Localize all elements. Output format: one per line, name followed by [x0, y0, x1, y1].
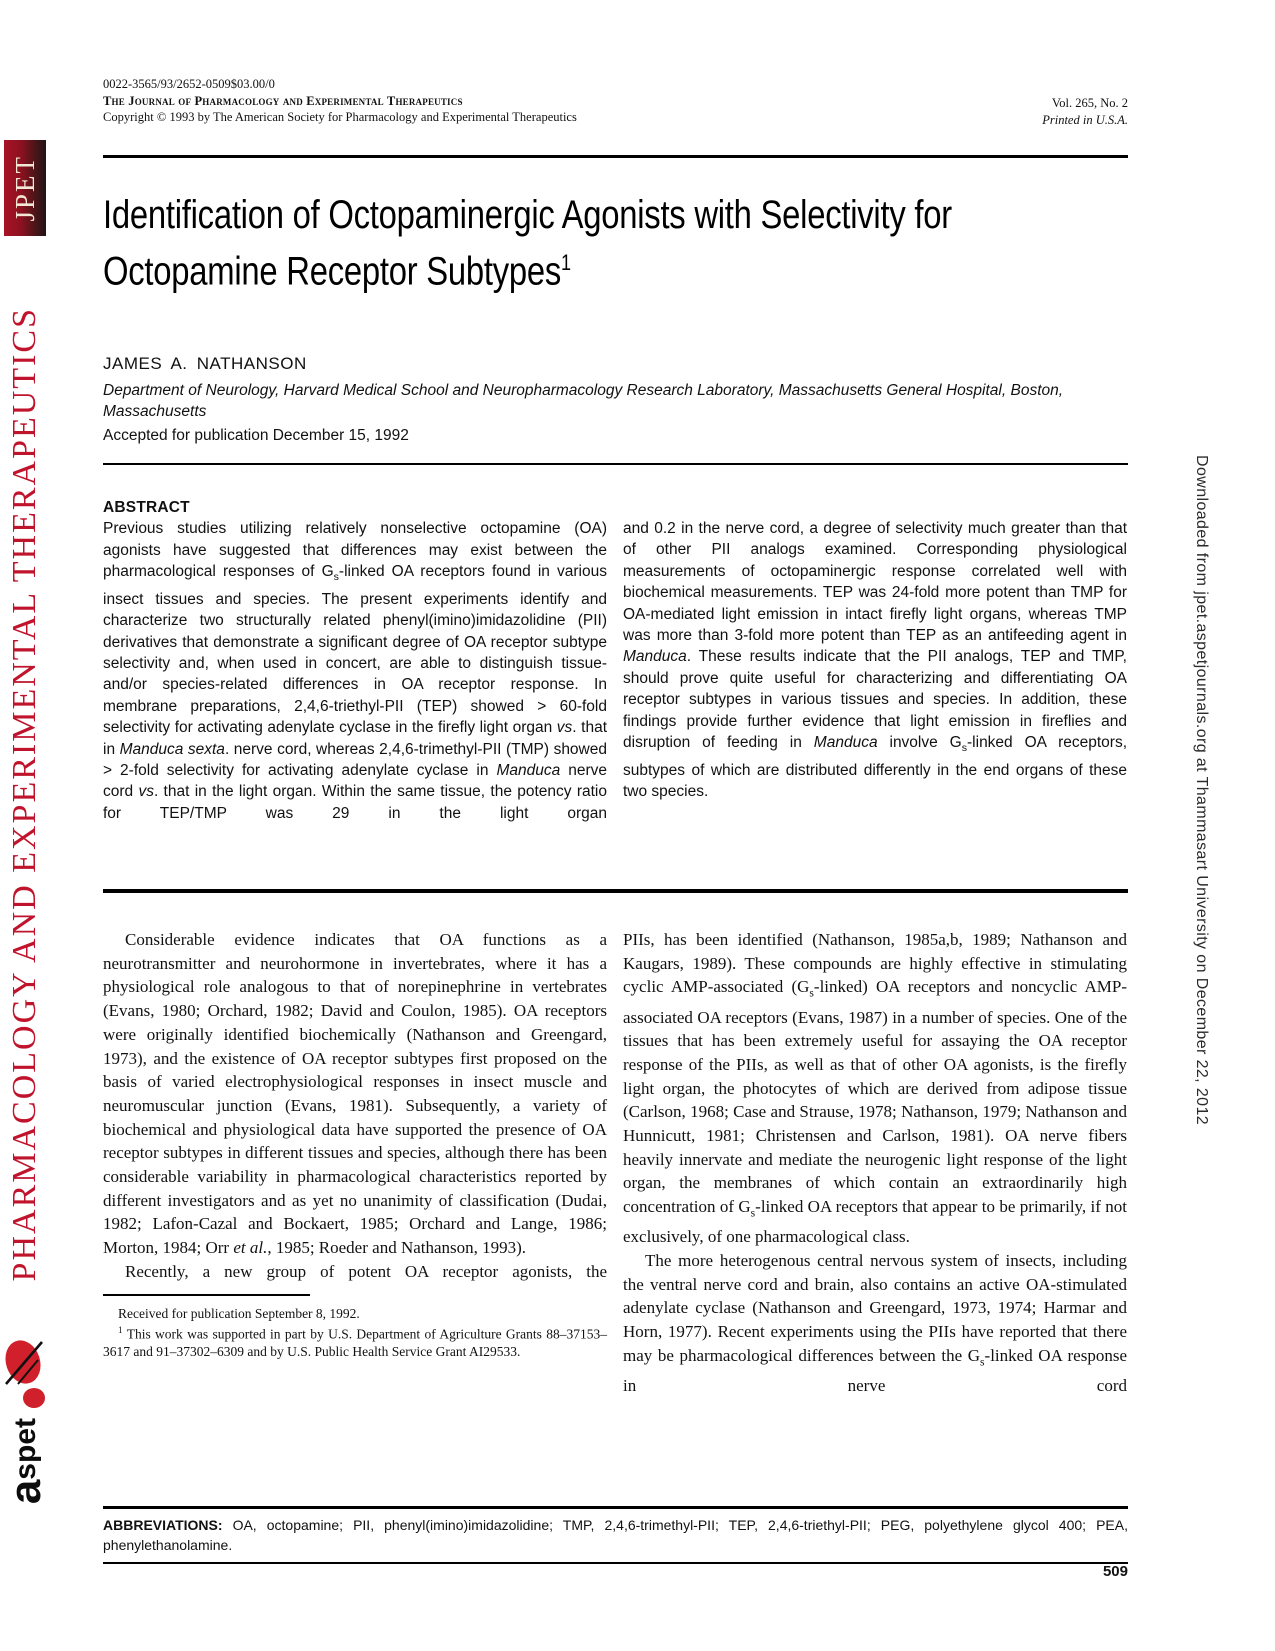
body-paragraph: Recently, a new group of potent OA receptor agonists, the [125, 1261, 607, 1281]
affiliation: Department of Neurology, Harvard Medical School and Neuropharmacology Research Laboratory, Massachusetts General Hospital, Boston, Massachusetts [103, 382, 1064, 420]
volume-number: Vol. 265, No. 2 [1051, 96, 1128, 110]
aspet-logo [2, 1338, 50, 1573]
abbreviations: ABBREVIATIONS: OA, octopamine; PII, phenyl(imino)imidazolidine; TMP, 2,4,6-trimethyl-PII; TEP, 2,4,6-triethyl-PII; PEG, polyethylene glycol 400; PEA, phenylethanolamine. [103, 1506, 1128, 1564]
article-body [103, 928, 1128, 1398]
printed-in: Printed in U.S.A. [1042, 112, 1128, 127]
body-paragraph: PIIs, has been identified (Nathanson, 1985a,b, 1989; Nathanson and Kaugars, 1989). These compounds are highly effective in stimulating cyclic AMP-associated $(G_s-linked)$ OA receptors and noncyclic AMP-associated OA receptors (Evans, 1987) in a number of species. One of the tissues that has been extremely useful for assaying the OA receptor response of the PIIs, as well as that of other OA agonists, is the firefly light organ, the photocytes of which are derived from adipose tissue (Carlson, 1968; Case and Strause, 1978; Nathanson, 1979; Nathanson and Hunnicutt, 1981; Christensen and Carlson, 1981). OA nerve fibers heavily innervate and mediate the neurogenic light response of the light organ, the membranes of which contain an extraordinarily high concentration of $G_s$-linked OA receptors that appear to be primarily, if not exclusively, of one pharmacological class. [623, 930, 1128, 1247]
accepted-date: Accepted for publication December 15, 1992 [103, 427, 409, 444]
abstract-text-left: Previous studies utilizing relatively nonselective octopamine (OA) agonists have suggested that differences may exist between the pharmacological responses of $G_s$-linked OA receptors found in various insect tissues and species. The present experiments identify and characterize two structurally related phenyl(imino)imidazolidine (PII) derivatives that demonstrate a significant degree of OA receptor subtype selectivity and, when used in concert, are able to distinguish tissue- and/or species-related differences in OA receptor response. In membrane preparations, 2,4,6-triethyl-PII (TEP) showed > 60-fold selectivity for activating adenylate cyclase in the firefly light organ vs. that in Manduca sexta. nerve cord, whereas 2,4,6-trimethyl-PII (TMP) showed > 2-fold selectivity for activating adenylate cyclase in Manduca nerve cord vs. that in the light organ. Within the same tissue, the potency ratio for TEP/TMP was 29 in the light organ [103, 520, 607, 822]
footnote-grant: $^1$ This work was supported in part by U.S. Department of Agriculture Grants 88–37153–3617 and 91–37302–6309 and by U.S. Public Health Service Grant AI29533. [103, 1325, 607, 1360]
abstract-section [103, 497, 1128, 824]
abstract-column-left [103, 497, 607, 824]
body-paragraph: Considerable evidence indicates that OA functions as a neurotransmitter and neurohormone in invertebrates, where it has a physiological role analogous to that of norepinephrine in vertebrates (Evans, 1980; Orchard, 1982; David and Coulon, 1985). OA receptors were originally identified biochemically (Nathanson and Greengard, 1973), and the existence of OA receptor subtypes first proposed on the basis of varied electrophysiological responses in insect muscle and neuromuscular junction (Evans, 1981). Subsequently, a variety of biochemical and physiological data have supported the presence of OA receptor subtypes in different tissues and species, although there has been considerable variability in pharmacological characteristics reported by different investigators and as yet no unanimity of classification (Dudai, 1982; Lafon-Cazal and Bockaert, 1985; Orchard and Lange, 1986; Morton, 1984; Orr et al., 1985; Roeder and Nathanson, 1993). [103, 930, 607, 1258]
divider-top [103, 155, 1128, 158]
journal-name: The Journal of Pharmacology and Experimental Therapeutics [103, 93, 463, 108]
abstract-heading: ABSTRACT [103, 499, 190, 516]
aspet-logo-text: aspet [1, 1418, 50, 1505]
footnote-rule [103, 1294, 310, 1296]
abstract-text-right: and 0.2 in the nerve cord, a degree of selectivity much greater than that of other PII analogs examined. Corresponding physiological measurements of octopaminergic response correlated well with biochemical measurements. TEP was 24-fold more potent than TMP for OA-mediated light emission in intact firefly light organs, whereas TMP was more than 3-fold more potent than TEP as an antifeeding agent in Manduca. These results indicate that the PII analogs, TEP and TMP, should prove quite useful for characterizing and differentiating OA receptor subtypes in various tissues and species. In addition, these findings provide further evidence that light emission in fireflies and disruption of feeding in Manduca involve $G_s$-linked OA receptors, subtypes of which are distributed differently in the end organs of these two species. [623, 520, 1128, 800]
mortar-pestle-icon [4, 1338, 48, 1416]
page-number: 509 [1102, 1563, 1128, 1580]
body-column-right [623, 928, 1127, 1398]
jpet-logo [4, 140, 46, 236]
body-column-left [103, 928, 607, 1398]
issn: 0022-3565/93/2652-0509$03.00/0 [103, 77, 275, 91]
jpet-logo-text: JPET [9, 154, 40, 222]
footnote-received: Received for publication September 8, 1992. [118, 1305, 360, 1321]
footnote [103, 1294, 607, 1361]
divider-mid [103, 463, 1128, 465]
page-title: Identification of Octopaminergic Agonists with Selectivity for Octopamine Receptor Subtypes$^1$ [103, 193, 952, 294]
journal-name-vertical: PHARMACOLOGY AND EXPERIMENTAL THERAPEUTICS [6, 306, 43, 1282]
volume-block [1042, 95, 1128, 128]
abstract-column-right [623, 518, 1127, 824]
body-paragraph: The more heterogenous central nervous system of insects, including the ventral nerve cord and brain, also contains an active OA-stimulated adenylate cyclase (Nathanson and Greengard, 1973, 1974; Harmar and Horn, 1977). Recent experiments using the PIIs have reported that there may be pharmacological differences between the $G_s$-linked OA response in nerve cord [623, 1250, 1127, 1395]
divider-abstract [103, 889, 1128, 893]
copyright: Copyright © 1993 by The American Society for Pharmacology and Experimental Therapeutics [103, 110, 577, 124]
masthead [103, 76, 1128, 126]
download-watermark: Downloaded from jpet.aspetjournals.org at Thammasart University on December 22, 2012 [1193, 455, 1210, 1126]
author-name: JAMES A. NATHANSON [103, 354, 307, 373]
